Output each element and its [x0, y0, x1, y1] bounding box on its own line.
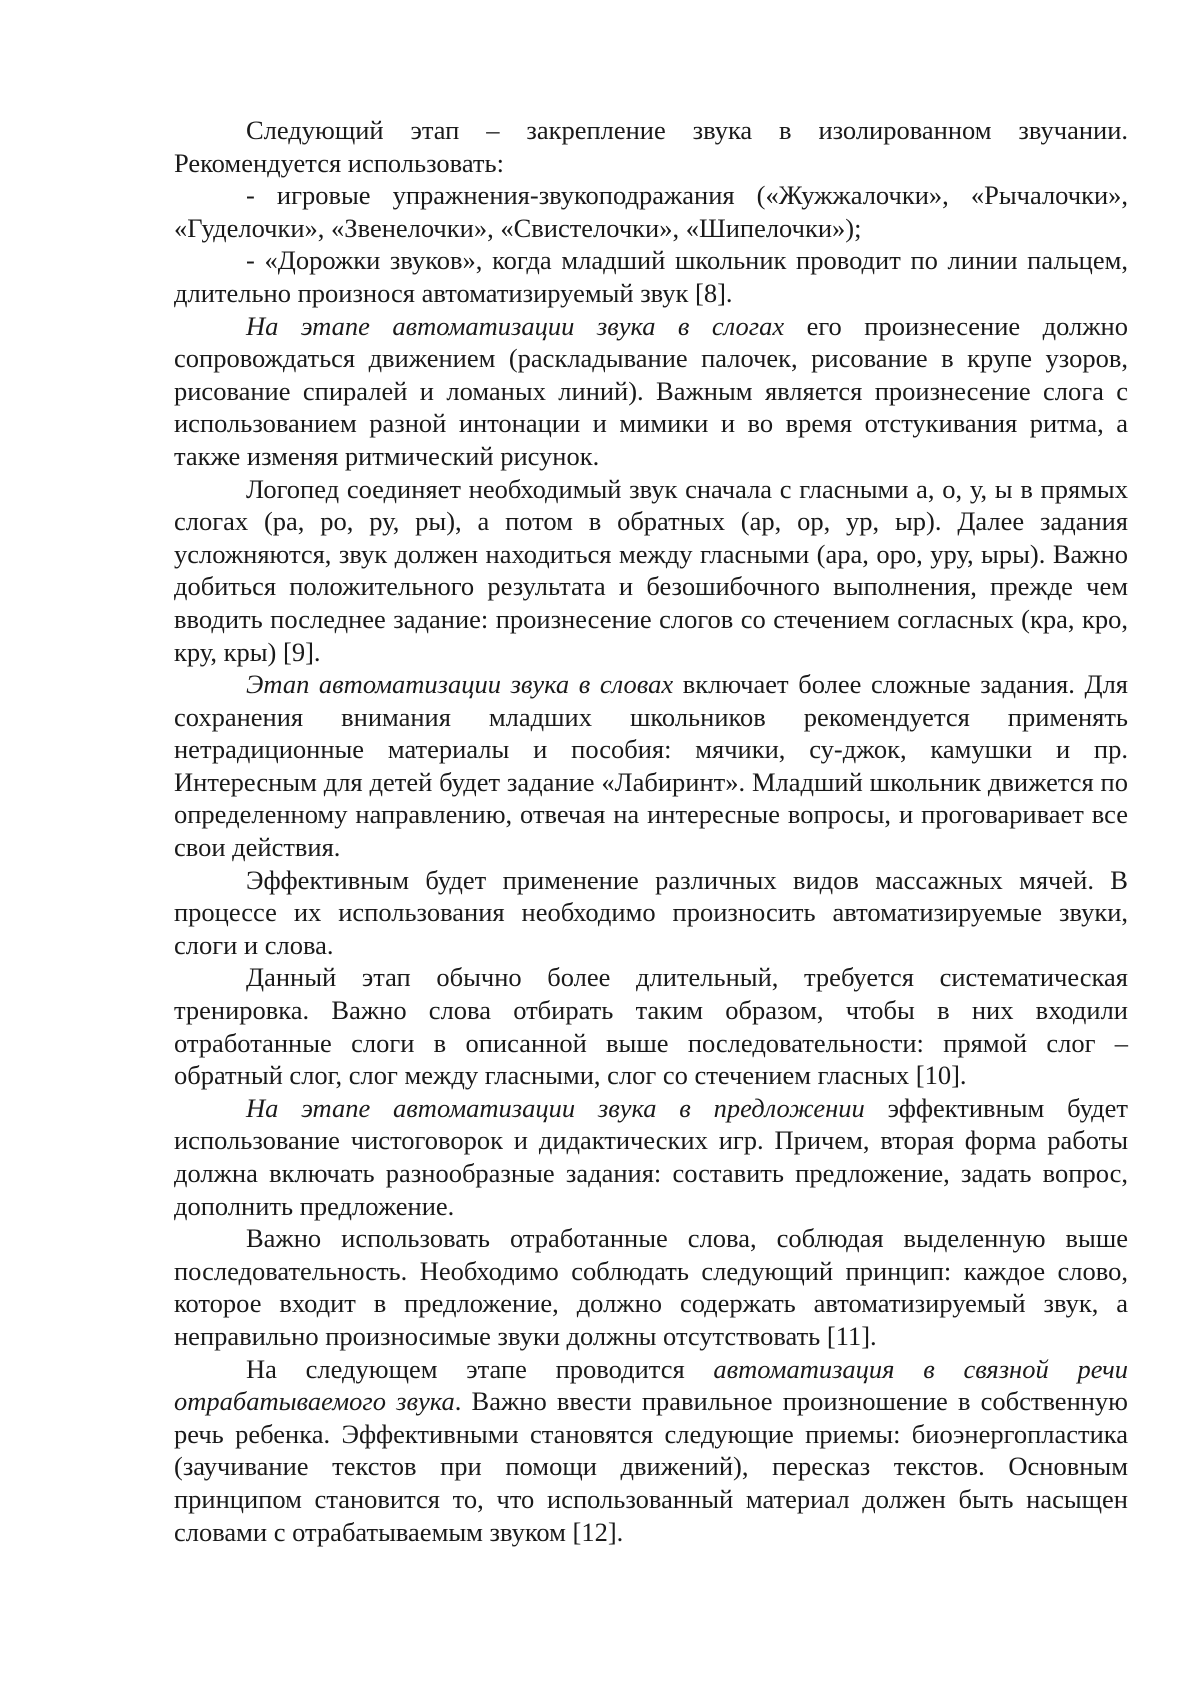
paragraph	[174, 668, 1128, 864]
paragraph	[174, 310, 1128, 473]
paragraph	[174, 961, 1128, 1091]
paragraph	[174, 1222, 1128, 1352]
italic-term: На этапе автоматизации звука в слогах	[246, 311, 784, 341]
paragraph-text: На следующем этапе проводится	[246, 1354, 713, 1384]
list-item	[174, 244, 1128, 309]
paragraph	[174, 114, 1128, 179]
italic-term: Этап автоматизации звука в словах	[246, 669, 673, 699]
list-item-text: - «Дорожки звуков», когда младший школьник проводит по линии пальцем, длительно произнося автоматизируемый звук [8].	[174, 245, 1128, 308]
document-page	[174, 114, 1128, 1548]
list-item-text: - игровые упражнения-звукоподражания («Жужжалочки», «Рычалочки», «Гуделочки», «Звенелочки», «Свистелочки», «Шипелочки»);	[174, 180, 1128, 243]
paragraph-text: его произнесение должно сопровождаться движением (раскладывание палочек, рисование в крупе узоров, рисование спиралей и ломаных линий). Важным является произнесение слога с использованием разной интонации и мимики и во время отстукивания ритма, а также изменяя ритмический рисунок.	[174, 311, 1128, 471]
paragraph	[174, 864, 1128, 962]
list-item	[174, 179, 1128, 244]
paragraph	[174, 1353, 1128, 1549]
paragraph-text: Следующий этап – закрепление звука в изолированном звучании. Рекомендуется использовать:	[174, 115, 1128, 178]
italic-term: автоматизация в связной речи отрабатываемого звука	[174, 1354, 1128, 1417]
paragraph-text: Важно использовать отработанные слова, соблюдая выделенную выше последовательность. Необходимо соблюдать следующий принцип: каждое слово, которое входит в предложение, должно содержать автоматизируемый звук, а неправильно произносимые звуки должны отсутствовать [11].	[174, 1223, 1128, 1351]
paragraph-text: включает более сложные задания. Для сохранения внимания младших школьников рекомендуется применять нетрадиционные материалы и пособия: мячики, су-джок, камушки и пр. Интересным для детей будет задание «Лабиринт». Младший школьник движется по определенному направлению, отвечая на интересные вопросы, и проговаривает все свои действия.	[174, 669, 1128, 862]
italic-term: На этапе автоматизации звука в предложении	[246, 1093, 865, 1123]
paragraph-text: . Важно ввести правильное произношение в собственную речь ребенка. Эффективными становятся следующие приемы: биоэнергопластика (заучивание текстов при помощи движений), пересказ текстов. Основным принципом становится то, что использованный материал должен быть насыщен словами с отрабатываемым звуком [12].	[174, 1386, 1128, 1546]
paragraph-text: эффективным будет использование чистоговорок и дидактических игр. Причем, вторая форма работы должна включать разнообразные задания: составить предложение, задать вопрос, дополнить предложение.	[174, 1093, 1128, 1221]
paragraph	[174, 473, 1128, 669]
paragraph	[174, 1092, 1128, 1222]
paragraph-text: Данный этап обычно более длительный, требуется систематическая тренировка. Важно слова отбирать таким образом, чтобы в них входили отработанные слоги в описанной выше последовательности: прямой слог – обратный слог, слог между гласными, слог со стечением гласных [10].	[174, 962, 1128, 1090]
paragraph-text: Эффективным будет применение различных видов массажных мячей. В процессе их использования необходимо произносить автоматизируемые звуки, слоги и слова.	[174, 865, 1128, 960]
paragraph-text: Логопед соединяет необходимый звук сначала с гласными а, о, у, ы в прямых слогах (ра, ро, ру, ры), а потом в обратных (ар, ор, ур, ыр). Далее задания усложняются, звук должен находиться между гласными (ара, оро, уру, ыры). Важно добиться положительного результата и безошибочного выполнения, прежде чем вводить последнее задание: произнесение слогов со стечением согласных (кра, кро, кру, кры) [9].	[174, 474, 1128, 667]
